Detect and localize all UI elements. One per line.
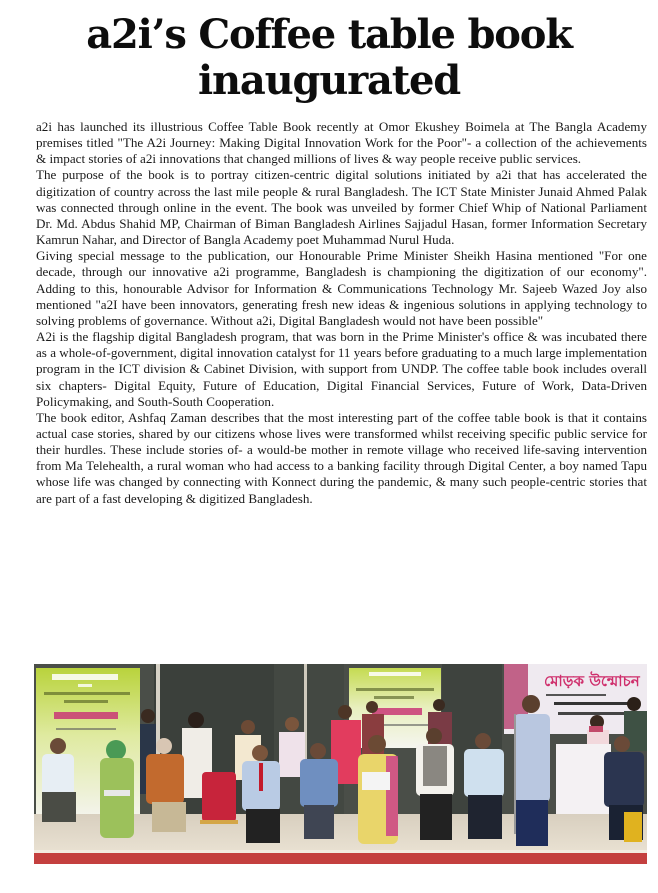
headline-line-2: inaugurated (197, 57, 460, 104)
article-paragraph: A2i is the flagship digital Bangladesh program, that was born in the Prime Minister's office & was incubated there as a whole-of-government, digital innovation catalyst for 11 years before graduating to a much large implementation program in the ICT division & Cabinet Division, with support from UNDP. The coffee table book includes overall six chapters- Digital Equity, Future of Education, Digital Financial Services, Future of Work, Data-Driven Policymaking, and South-South Cooperation. (36, 329, 647, 409)
article-paragraph: The book editor, Ashfaq Zaman describes that the most interesting part of the coffee table book is that it contains actual case stories, shared by our citizens whose lives were transformed whilst receiving specific public service for their hurdles. These include stories of- a would-be mother in remote village who received life-saving intervention from Ma Telehealth, a rural woman who had access to a banking facility through Digital Center, a boy named Tapu whose life was changed by connecting with Konnect during the pandemic, & many such people-centric stories that are part of a fast developing & digitized Bangladesh. (36, 409, 647, 506)
event-photo (34, 664, 647, 867)
headline (0, 12, 658, 104)
event-photo-illustration (34, 664, 647, 867)
article-paragraph: Giving special message to the publication, our Honourable Prime Minister Sheikh Hasina mentioned "For one decade, through our innovative a2i programme, Bangladesh is championing the digitization of our economy". Adding to this, honourable Advisor for Information & Communications Technology Mr. Sajeeb Wazed Joy also mentioned "a2I have been innovators, generating fresh new ideas & ingenious solutions in applying technology to solving problems of governance. Without a2i, Digital Bangladesh would not have been possible" (36, 248, 647, 328)
headline-line-1: a2i’s Coffee table book (86, 11, 572, 58)
red-chair (202, 772, 236, 822)
banner-right-title: মোড়ক উন্মোচন (544, 672, 640, 690)
article-paragraph: a2i has launched its illustrious Coffee Table Book recently at Omor Ekushey Boimela at The Bangla Academy premises titled "The A2i Journey: Making Digital Innovation Work for the Poor"- a collection of the achievements & impact stories of a2i innovations that changed millions of lives & way people receive public services. (36, 119, 647, 167)
article-paragraph: The purpose of the book is to portray citizen-centric digital solutions initiated by a2i that has accelerated the digitization of country across the last mile people & rural Bangladesh. The ICT State Minister Junaid Ahmed Palak was connected through online in the event. The book was unveiled by former Chief Whip of National Parliament Dr. Md. Abdus Shahid MP, Chairman of Biman Bangladesh Airlines Sajjadul Hasan, former Information Secretary Kamrun Nahar, and Director of Bangla Academy poet Muhammad Nurul Huda. (36, 167, 647, 248)
side-table (556, 744, 611, 814)
stage-edge (34, 852, 647, 864)
article-body (36, 119, 647, 507)
